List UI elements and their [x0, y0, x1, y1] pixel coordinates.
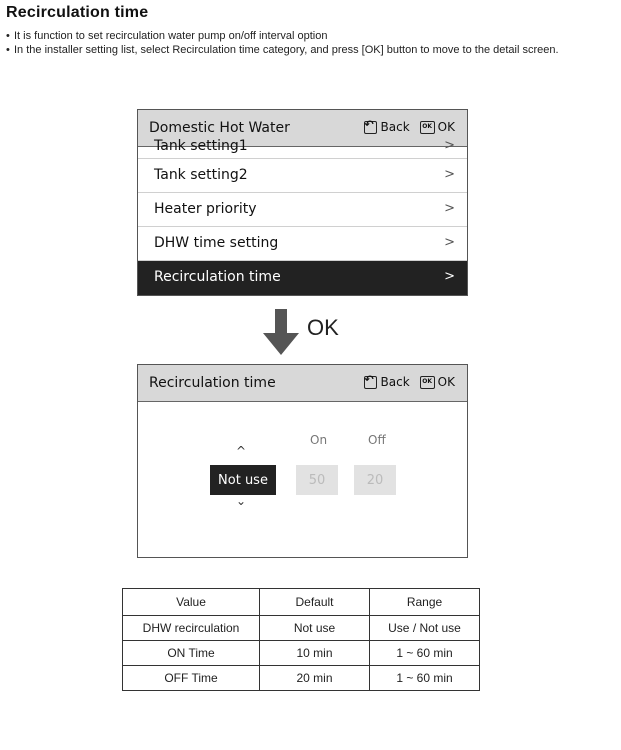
column-header: Default [260, 589, 370, 616]
menu-item-label: Heater priority [154, 201, 257, 217]
back-return-icon[interactable] [364, 376, 377, 389]
recirculation-time-screen [137, 364, 468, 558]
chevron-right-icon: > [444, 235, 455, 250]
caret-down-icon[interactable]: ⌄ [236, 494, 247, 508]
on-time-value: 50 [296, 465, 338, 495]
back-return-icon[interactable] [364, 121, 377, 134]
table-cell: Use / Not use [370, 616, 480, 641]
down-arrow-icon [263, 309, 299, 357]
menu-item-recirculation-time[interactable] [138, 261, 467, 295]
column-header: Value [123, 589, 260, 616]
description-bullet: • It is function to set recirculation water pump on/off interval option [6, 30, 606, 43]
ok-button-label[interactable]: OK [437, 375, 455, 389]
table-cell: ON Time [123, 641, 260, 666]
table-cell: 1 ~ 60 min [370, 641, 480, 666]
table-cell: OFF Time [123, 666, 260, 691]
chevron-right-icon: > [444, 138, 455, 153]
ok-key-icon[interactable]: OK [420, 121, 435, 134]
ok-button-label[interactable]: OK [437, 120, 455, 134]
page-title: Recirculation time [6, 4, 149, 21]
chevron-right-icon: > [444, 269, 455, 284]
table-cell: DHW recirculation [123, 616, 260, 641]
recirculation-selector[interactable]: Not use [210, 465, 276, 495]
screen-header [138, 365, 467, 402]
off-time-value: 20 [354, 465, 396, 495]
table-row [123, 641, 480, 666]
description-bullet: • In the installer setting list, select Recirculation time category, and press [OK] button to move to the detail screen. [6, 44, 606, 57]
screen-title: Domestic Hot Water [149, 120, 290, 136]
table-cell: 20 min [260, 666, 370, 691]
menu-item-heater-priority[interactable] [138, 193, 467, 227]
description-list [6, 30, 606, 58]
on-column-label: On [310, 433, 328, 447]
off-column-label: Off [368, 433, 386, 447]
menu-item-tank-setting1[interactable] [138, 138, 467, 159]
table-row [123, 666, 480, 691]
detail-body [138, 402, 467, 557]
menu-item-label: Tank setting2 [154, 167, 248, 183]
transition-ok-label: OK [307, 315, 339, 340]
menu-item-label: Tank setting1 [154, 138, 248, 154]
menu-item-label: DHW time setting [154, 235, 279, 251]
chevron-right-icon: > [444, 201, 455, 216]
menu-item-dhw-time-setting[interactable] [138, 227, 467, 261]
table-row [123, 616, 480, 641]
dhw-menu-screen [137, 109, 468, 296]
column-header: Range [370, 589, 480, 616]
chevron-right-icon: > [444, 167, 455, 182]
caret-up-icon[interactable]: ^ [236, 444, 247, 458]
screen-title: Recirculation time [149, 375, 276, 391]
ok-key-icon[interactable]: OK [420, 376, 435, 389]
table-header-row [123, 589, 480, 616]
back-button-label[interactable]: Back [380, 120, 410, 134]
back-button-label[interactable]: Back [380, 375, 410, 389]
table-cell: Not use [260, 616, 370, 641]
table-cell: 1 ~ 60 min [370, 666, 480, 691]
menu-item-label: Recirculation time [154, 269, 281, 285]
settings-table [122, 588, 480, 691]
menu-item-tank-setting2[interactable] [138, 159, 467, 193]
table-cell: 10 min [260, 641, 370, 666]
